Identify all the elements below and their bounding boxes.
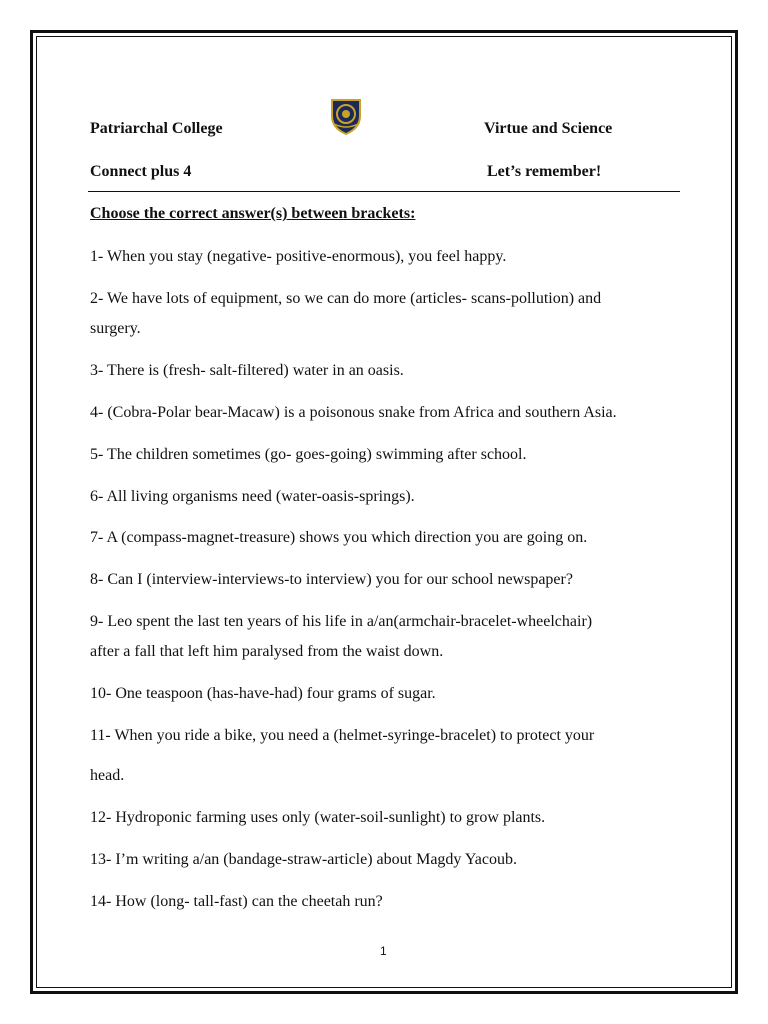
school-name: Patriarchal College	[90, 120, 223, 137]
school-motto: Virtue and Science	[484, 120, 613, 137]
question-1-line-1: 1- When you stay (negative- positive-enormous), you feel happy.	[90, 248, 507, 265]
question-13-line-1: 13- I’m writing a/an (bandage-straw-article) about Magdy Yacoub.	[90, 851, 517, 868]
question-12-line-1: 12- Hydroponic farming uses only (water-soil-sunlight) to grow plants.	[90, 809, 546, 826]
college-crest-icon	[326, 96, 366, 136]
question-9-line-1: 9- Leo spent the last ten years of his life in a/an(armchair-bracelet-wheelchair)	[90, 613, 593, 630]
question-11-line-1: 11- When you ride a bike, you need a (helmet-syringe-bracelet) to protect your	[90, 727, 595, 744]
question-9-line-2: after a fall that left him paralysed from the waist down.	[90, 643, 444, 660]
question-4-line-1: 4- (Cobra-Polar bear-Macaw) is a poisonous snake from Africa and southern Asia.	[90, 404, 617, 421]
question-11-line-2: head.	[90, 767, 125, 784]
question-8-line-1: 8- Can I (interview-interviews-to interview) you for our school newspaper?	[90, 571, 573, 588]
question-2-line-1: 2- We have lots of equipment, so we can do more (articles- scans-pollution) and	[90, 290, 602, 307]
question-6-line-1: 6- All living organisms need (water-oasis-springs).	[90, 488, 415, 505]
question-2-line-2: surgery.	[90, 320, 141, 337]
course-title: Connect plus 4	[90, 163, 192, 180]
question-3-line-1: 3- There is (fresh- salt-filtered) water in an oasis.	[90, 362, 404, 379]
section-title: Let’s remember!	[487, 163, 602, 180]
question-14-line-1: 14- How (long- tall-fast) can the cheetah run?	[90, 893, 383, 910]
instruction-heading: Choose the correct answer(s) between brackets:	[90, 205, 416, 222]
question-5-line-1: 5- The children sometimes (go- goes-going) swimming after school.	[90, 446, 527, 463]
question-7-line-1: 7- A (compass-magnet-treasure) shows you which direction you are going on.	[90, 529, 588, 546]
question-10-line-1: 10- One teaspoon (has-have-had) four grams of sugar.	[90, 685, 436, 702]
page-number: 1	[380, 944, 387, 958]
header-divider	[88, 191, 680, 192]
